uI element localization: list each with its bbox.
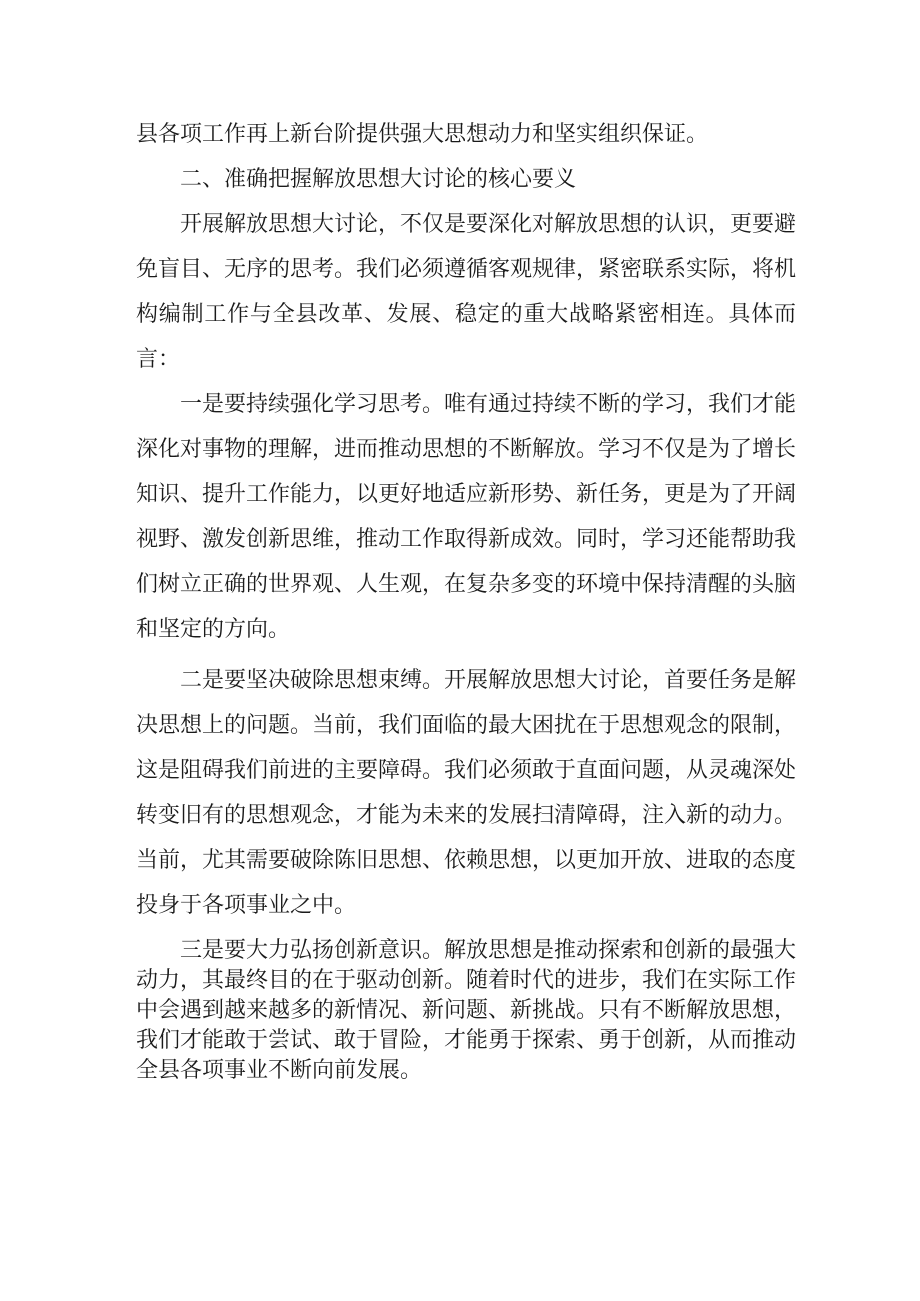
paragraph-point-three: 三是要大力弘扬创新意识。解放思想是推动探索和创新的最强大动力，其最终目的在于驱动创新。随着时代的进步，我们在实际工作中会遇到越来越多的新情况、新问题、新挑战。只有不断解放思想，我们才能敢于尝试、敢于冒险，才能勇于探索、勇于创新，从而推动全县各项事业不断向前发展。 — [136, 938, 797, 1083]
paragraph-point-two: 二是要坚决破除思想束缚。开展解放思想大讨论，首要任务是解决思想上的问题。当前，我们面临的最大困扰在于思想观念的限制，这是阻碍我们前进的主要障碍。我们必须敢于直面问题，从灵魂深处转变旧有的思想观念，才能为未来的发展扫清障碍，注入新的动力。当前，尤其需要破除陈旧思想、依赖思想，以更加开放、进取的态度投身于各项事业之中。 — [136, 668, 797, 918]
paragraph-point-one: 一是要持续强化学习思考。唯有通过持续不断的学习，我们才能深化对事物的理解，进而推动思想的不断解放。学习不仅是为了增长知识、提升工作能力，以更好地适应新形势、新任务，更是为了开阔视野、激发创新思维，推动工作取得新成效。同时，学习还能帮助我们树立正确的世界观、人生观，在复杂多变的环境中保持清醒的头脑和坚定的方向。 — [136, 392, 797, 642]
paragraph-continuation: 县各项工作再上新台阶提供强大思想动力和坚实组织保证。 — [136, 122, 709, 147]
paragraph-intro: 开展解放思想大讨论，不仅是要深化对解放思想的认识，更要避免盲目、无序的思考。我们必须遵循客观规律，紧密联系实际，将机构编制工作与全县改革、发展、稳定的重大战略紧密相连。具体而言： — [136, 212, 797, 372]
document-body — [136, 112, 796, 1086]
section-heading: 二、准确把握解放思想大讨论的核心要义 — [180, 167, 577, 192]
